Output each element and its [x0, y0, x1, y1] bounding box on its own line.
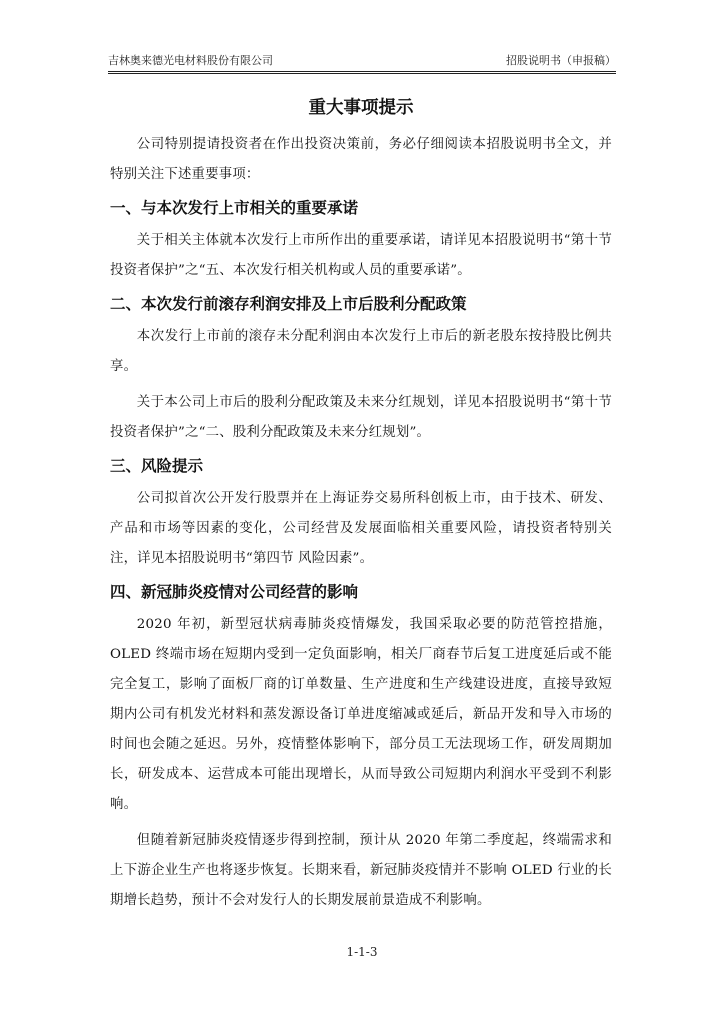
section-2-heading: 二、本次发行前滚存利润安排及上市后股利分配政策 [110, 295, 467, 313]
section-2-paragraph-2: 关于本公司上市后的股利分配政策及未来分红规划，详见本招股说明书“第十节 投资者保护”之“二、股利分配政策及未来分红规划”。 [110, 395, 612, 440]
header-company-name: 吉林奥来德光电材料股份有限公司 [108, 54, 273, 67]
section-3-heading: 三、风险提示 [110, 457, 204, 475]
page-footer [0, 945, 724, 959]
section-1-heading: 一、与本次发行上市相关的重要承诺 [110, 199, 359, 217]
intro-paragraph: 公司特别提请投资者在作出投资决策前，务必仔细阅读本招股说明书全文，并特别关注下述重要事项： [110, 137, 612, 182]
page-number: 1-1-3 [346, 945, 378, 959]
section-3-paragraph-1: 公司拟首次公开发行股票并在上海证券交易所科创板上市，由于技术、研发、产品和市场等因素的变化，公司经营及发展面临相关重要风险，请投资者特别关注，详见本招股说明书“第四节 风险因素”。 [110, 491, 612, 566]
page-header [108, 48, 616, 72]
document-body [110, 92, 612, 916]
section-4-paragraph-2: 但随着新冠肺炎疫情逐步得到控制，预计从 2020 年第二季度起，终端需求和上下游企业生产也将逐步恢复。长期来看，新冠肺炎疫情并不影响 OLED 行业的长期增长趋势，预计不会对发行人的长期发展前景造成不利影响。 [110, 833, 612, 908]
header-divider [108, 73, 616, 74]
section-4-paragraph-1: 2020 年初，新型冠状病毒肺炎疫情爆发，我国采取必要的防范管控措施，OLED 终端市场在短期内受到一定负面影响，相关厂商春节后复工进度延后或不能完全复工，影响了面板厂商的订单数量、生产进度和生产线建设进度，直接导致短期内公司有机发光材料和蒸发源设备订单进度缩减或延后，新品开发和导入市场的时间也会随之延迟。另外，疫情整体影响下，部分员工无法现场工作，研发周期加长，研发成本、运营成本可能出现增长，从而导致公司短期内利润水平受到不利影响。 [110, 617, 612, 812]
section-1-paragraph-1: 关于相关主体就本次发行上市所作出的重要承诺，请详见本招股说明书“第十节 投资者保护”之“五、本次发行相关机构或人员的重要承诺”。 [110, 233, 612, 278]
header-document-type: 招股说明书（申报稿） [506, 54, 616, 67]
section-2-paragraph-1: 本次发行上市前的滚存未分配利润由本次发行上市后的新老股东按持股比例共享。 [110, 329, 612, 374]
section-4-heading: 四、新冠肺炎疫情对公司经营的影响 [110, 583, 359, 601]
page-title: 重大事项提示 [308, 98, 414, 118]
